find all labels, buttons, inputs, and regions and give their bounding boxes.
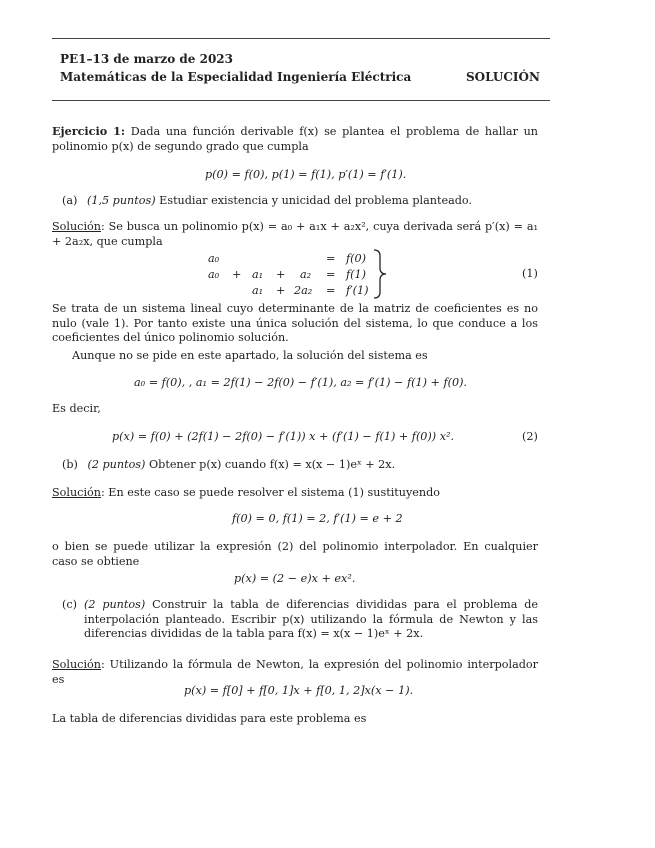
sys-r3p: + xyxy=(276,284,286,297)
sys-r2c3: a₂ xyxy=(300,268,312,281)
part-c-points: (2 puntos) xyxy=(84,598,146,611)
part-b-result: p(x) = (2 − e)x + ex². xyxy=(234,572,356,585)
part-a-para3: Aunque no se pide en este apartado, la solución del sistema es xyxy=(72,349,428,362)
sys-r3c3: 2a₂ xyxy=(294,284,313,297)
sys-r2eq: = xyxy=(326,268,336,281)
part-a-polynomial: p(x) = f(0) + (2f(1) − 2f(0) − f′(1)) x + (f′(1) − f(1) + f(0)) x². xyxy=(112,430,455,443)
sys-r2c2: a₁ xyxy=(252,268,264,281)
part-a-label: (a) xyxy=(62,194,78,207)
polynomial-number: (2) xyxy=(522,430,538,443)
exercise-label: Ejercicio 1: xyxy=(52,124,126,138)
system-number: (1) xyxy=(522,267,538,280)
sys-r2c1: a₀ xyxy=(208,268,220,281)
sys-r3rhs: f′(1) xyxy=(346,284,369,297)
part-a-es-decir: Es decir, xyxy=(52,402,101,415)
exercise-conditions: p(0) = f(0), p(1) = f(1), p′(1) = f′(1). xyxy=(205,168,407,181)
part-a-text: Estudiar existencia y unicidad del problema planteado. xyxy=(159,194,472,207)
sys-r1eq: = xyxy=(326,252,336,265)
part-b-values: f(0) = 0, f(1) = 2, f′(1) = e + 2 xyxy=(232,512,403,525)
part-c-solution xyxy=(52,658,538,687)
header-bottom-rule xyxy=(52,100,550,101)
part-c-solution-label: Solución xyxy=(52,658,101,671)
part-c-solution-text: : Utilizando la fórmula de Newton, la expresión del polinomio interpolador es xyxy=(52,658,538,686)
part-c-statement xyxy=(84,598,538,642)
part-a-solution xyxy=(52,220,538,249)
part-b-solution-text: : En este caso se puede resolver el sistema (1) sustituyendo xyxy=(100,486,441,499)
part-c-final: La tabla de diferencias divididas para este problema es xyxy=(52,712,367,725)
header-top-rule xyxy=(52,38,550,39)
header-solution: SOLUCIÓN xyxy=(466,70,540,84)
sys-r2p2: + xyxy=(276,268,286,281)
sys-r3c2: a₁ xyxy=(252,284,264,297)
sys-r1rhs: f(0) xyxy=(346,252,366,265)
part-c-text: Construir la tabla de diferencias divididas para el problema de interpolación planteado. Escribir p(x) utilizando la fórmula de Newton y las diferencias divididas de la tabla para f(x) = x(x − 1)eˣ + 2x. xyxy=(84,598,539,641)
sys-r2p1: + xyxy=(232,268,242,281)
header-course: Matemáticas de la Especialidad Ingeniería Eléctrica xyxy=(60,70,412,84)
sys-r2rhs: f(1) xyxy=(346,268,366,281)
part-a-points: (1,5 puntos) xyxy=(86,194,156,207)
part-a-coefficients: a₀ = f(0), , a₁ = 2f(1) − 2f(0) − f′(1), a₂ = f′(1) − f(1) + f(0). xyxy=(134,376,467,389)
part-b-solution-label: Solución xyxy=(52,486,101,499)
part-a-solution-text: : Se busca un polinomio p(x) = a₀ + a₁x + a₂x², cuya derivada será p′(x) = a₁ + 2a₂x, que cumpla xyxy=(52,220,538,248)
part-b-points: (2 puntos) xyxy=(87,458,146,471)
part-a-solution-label: Solución xyxy=(52,220,101,233)
sys-r3eq: = xyxy=(326,284,336,297)
part-a-statement xyxy=(62,194,542,209)
part-b-label: (b) xyxy=(62,458,78,471)
sys-r1c1: a₀ xyxy=(208,252,220,265)
header-date: PE1–13 de marzo de 2023 xyxy=(60,52,233,66)
exercise-text: Dada una función derivable f(x) se plantea el problema de hallar un polinomio p(x) de segundo grado que cumpla xyxy=(52,125,539,153)
part-b-statement xyxy=(62,458,542,473)
part-b-text: Obtener p(x) cuando f(x) = x(x − 1)eˣ + 2x. xyxy=(148,458,396,471)
exercise-statement xyxy=(52,124,538,154)
part-b-para2: o bien se puede utilizar la expresión (2) del polinomio interpolador. En cualquier caso se obtiene xyxy=(52,540,538,568)
part-a-para2: Se trata de un sistema lineal cuyo determinante de la matriz de coeficientes es no nulo (vale 1). Por tanto existe una única solución del sistema, lo que conduce a los coeficientes del único polinomio solución. xyxy=(52,302,538,345)
system-right-brace xyxy=(372,248,388,300)
part-c-label: (c) xyxy=(62,598,77,611)
part-b-solution xyxy=(52,486,538,501)
part-c-newton-formula: p(x) = f[0] + f[0, 1]x + f[0, 1, 2]x(x − 1). xyxy=(184,684,414,697)
